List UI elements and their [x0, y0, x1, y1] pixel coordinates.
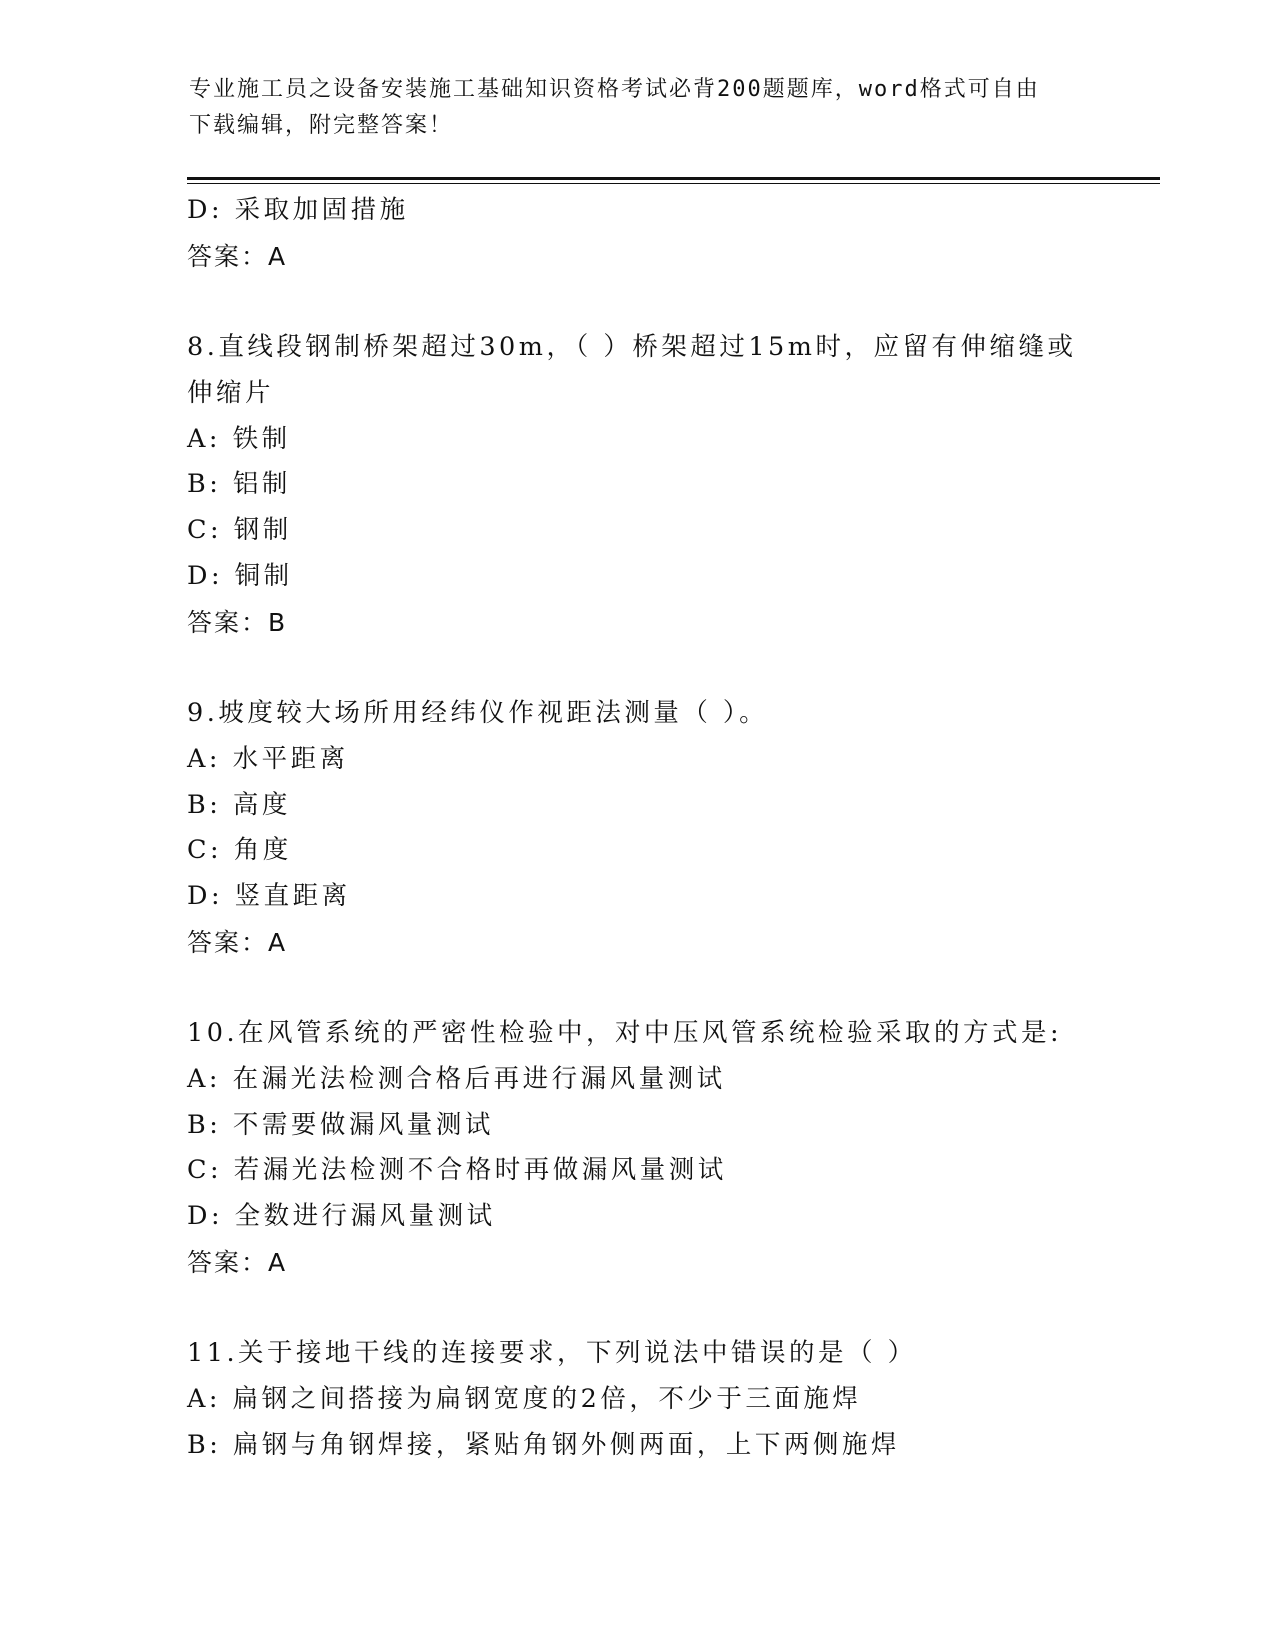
option-c: C: 钢制	[187, 515, 292, 546]
question-stem-continued: 伸缩片	[187, 378, 275, 409]
option-a: A: 扁钢之间搭接为扁钢宽度的2倍，不少于三面施焊	[187, 1384, 862, 1415]
answer: 答案：A	[187, 1247, 288, 1277]
option-b: B: 扁钢与角钢焊接，紧贴角钢外侧两面，上下两侧施焊	[187, 1429, 900, 1460]
question-11	[187, 1331, 1087, 1468]
header-line-1: 专业施工员之设备安装施工基础知识资格考试必背200题题库，word格式可自由	[189, 77, 1040, 102]
option-a: A: 铁制	[187, 423, 291, 454]
question-7-tail	[187, 188, 1087, 279]
question-10	[187, 1011, 1087, 1285]
question-stem: 8.直线段钢制桥架超过30m，（ ）桥架超过15m时，应留有伸缩缝或	[187, 332, 1077, 363]
question-9	[187, 691, 1087, 965]
option-d: D: 竖直距离	[187, 880, 351, 911]
option-c: C: 若漏光法检测不合格时再做漏风量测试	[187, 1155, 727, 1186]
question-list	[187, 188, 1087, 1469]
question-stem: 11.关于接地干线的连接要求，下列说法中错误的是（ ）	[187, 1338, 917, 1369]
option-d: D: 铜制	[187, 560, 293, 591]
option-d: D: 全数进行漏风量测试	[187, 1201, 496, 1232]
header-divider-thin	[187, 183, 1160, 184]
answer: 答案：A	[187, 927, 288, 957]
option-b: B: 高度	[187, 789, 291, 820]
header-line-2: 下载编辑，附完整答案！	[189, 113, 454, 138]
question-stem: 10.在风管系统的严密性检验中，对中压风管系统检验采取的方式是:	[187, 1018, 1063, 1049]
answer: 答案：B	[187, 607, 288, 637]
option-d: D: 采取加固措施	[187, 195, 409, 225]
document-header	[189, 72, 1069, 144]
question-8	[187, 325, 1087, 645]
option-a: A: 在漏光法检测合格后再进行漏风量测试	[187, 1064, 726, 1094]
question-stem: 9.坡度较大场所用经纬仪作视距法测量（ ）。	[187, 698, 769, 729]
answer: 答案：A	[187, 241, 288, 271]
option-a: A: 水平距离	[187, 743, 349, 774]
option-c: C: 角度	[187, 835, 292, 866]
option-b: B: 不需要做漏风量测试	[187, 1109, 494, 1140]
header-divider-thick	[187, 177, 1160, 180]
option-b: B: 铝制	[187, 469, 291, 500]
